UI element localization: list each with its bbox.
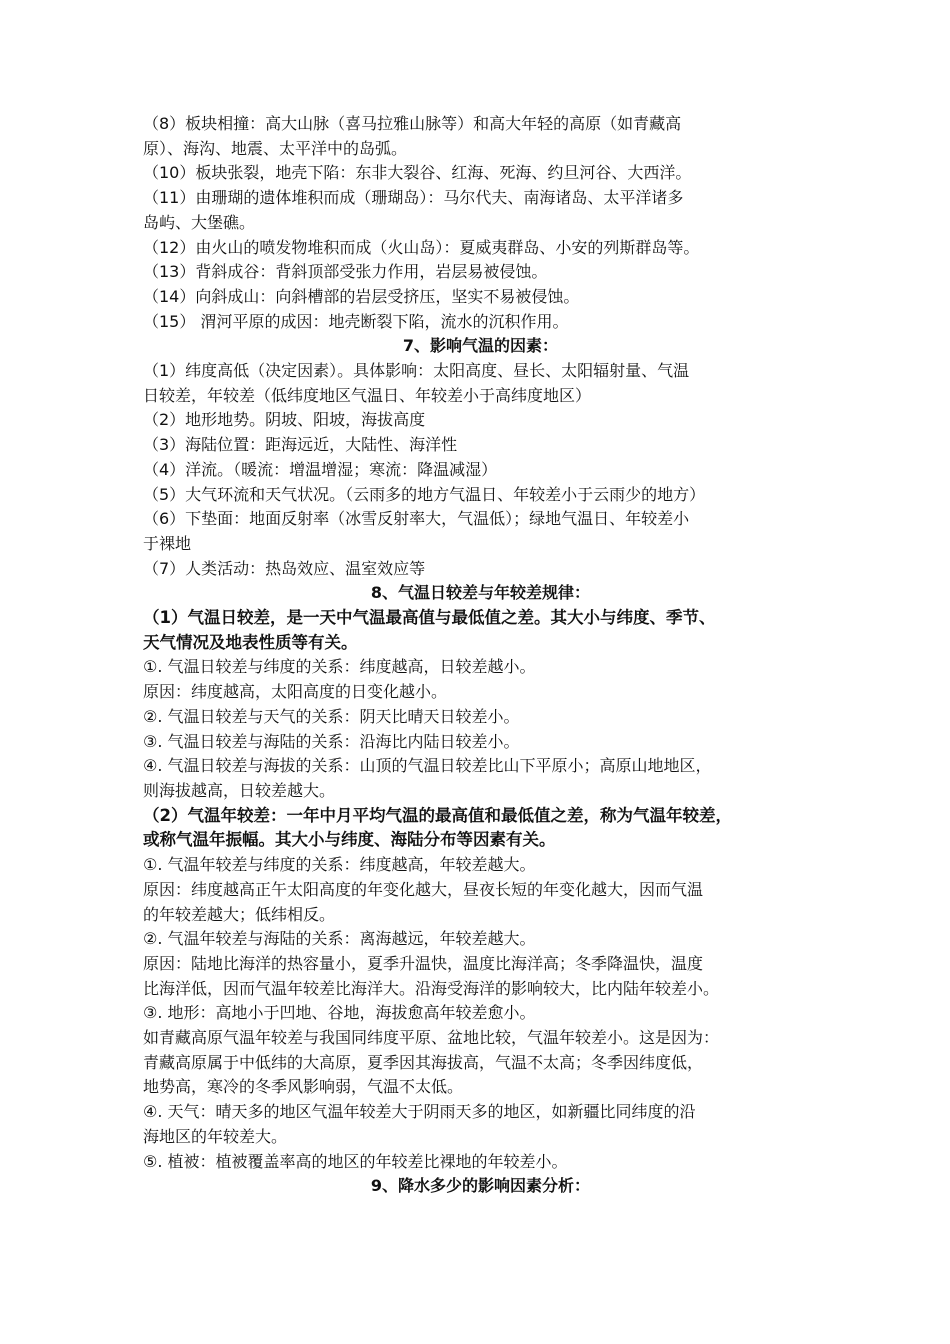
text-line: （12）由火山的喷发物堆积而成（火山岛）：夏威夷群岛、小安的列斯群岛等。 [143, 237, 700, 257]
text-line: （10）板块张裂，地壳下陷：东非大裂谷、红海、死海、约旦河谷、大西洋。 [143, 163, 692, 183]
section-heading: 8、气温日较差与年较差规律： [370, 583, 591, 603]
text-line: （2）地形地势。阴坡、阳坡，海拔高度 [143, 410, 426, 430]
text-line: ②. 气温日较差与天气的关系：阴天比晴天日较差小。 [143, 706, 520, 726]
section-heading: 9、降水多少的影响因素分析： [370, 1176, 591, 1196]
section-heading: 7、影响气温的因素： [402, 336, 559, 356]
text-line: 于裸地 [143, 533, 192, 553]
text-line: 海地区的年较差大。 [143, 1126, 288, 1146]
text-line: 地势高，寒冷的冬季风影响弱，气温不太低。 [143, 1077, 464, 1097]
text-line: 青藏高原属于中低纬的大高原，夏季因其海拔高，气温不太高；冬季因纬度低， [143, 1052, 704, 1072]
text-line: ③. 地形：高地小于凹地、谷地，海拔愈高年较差愈小。 [143, 1003, 536, 1023]
text-line: ④. 天气：晴天多的地区气温年较差大于阴雨天多的地区，如新疆比同纬度的沿 [143, 1102, 696, 1122]
text-line: （4）洋流。（暖流：增温增湿；寒流：降温减湿） [143, 459, 498, 479]
text-line: 原因：陆地比海洋的热容量小，夏季升温快，温度比海洋高；冬季降温快，温度 [143, 953, 704, 973]
text-line: （15） 渭河平原的成因：地壳断裂下陷，流水的沉积作用。 [143, 311, 569, 331]
text-line: （6）下垫面：地面反射率（冰雪反射率大，气温低）；绿地气温日、年较差小 [143, 509, 690, 529]
text-line: ③. 气温日较差与海陆的关系：沿海比内陆日较差小。 [143, 731, 520, 751]
text-line: （5）大气环流和天气状况。（云雨多的地方气温日、年较差小于云雨少的地方） [143, 484, 706, 504]
text-line: ⑤. 植被：植被覆盖率高的地区的年较差比裸地的年较差小。 [143, 1151, 568, 1171]
text-line: 则海拔越高，日较差越大。 [143, 780, 336, 800]
text-line: （8）板块相撞：高大山脉（喜马拉雅山脉等）和高大年轻的高原（如青藏高 [143, 114, 682, 133]
text-line: 日较差，年较差（低纬度地区气温日、年较差小于高纬度地区） [143, 385, 592, 405]
text-line: 原因：纬度越高正午太阳高度的年变化越大，昼夜长短的年变化越大，因而气温 [143, 879, 704, 899]
text-line: 岛屿、大堡礁。 [143, 212, 256, 232]
bold-paragraph-line: 或称气温年振幅。其大小与纬度、海陆分布等因素有关。 [143, 830, 556, 850]
text-line: ①. 气温年较差与纬度的关系：纬度越高，年较差越大。 [143, 855, 536, 875]
text-line: 比海洋低，因而气温年较差比海洋大。沿海受海洋的影响较大，比内陆年较差小。 [143, 978, 720, 998]
bold-paragraph-line: （1）气温日较差，是一天中气温最高值与最低值之差。其大小与纬度、季节、 [143, 608, 716, 628]
bold-paragraph-line: 天气情况及地表性质等有关。 [143, 632, 358, 652]
text-line: ④. 气温日较差与海拔的关系：山顶的气温日较差比山下平原小；高原山地地区， [143, 756, 712, 776]
bold-paragraph-line: （2）气温年较差：一年中月平均气温的最高值和最低值之差，称为气温年较差， [143, 805, 732, 825]
text-line: （3）海陆位置：距海远近，大陆性、海洋性 [143, 435, 458, 455]
text-line: 原）、海沟、地震、太平洋中的岛弧。 [143, 138, 408, 158]
text-line: ①. 气温日较差与纬度的关系：纬度越高，日较差越小。 [143, 657, 536, 677]
text-line: （13）背斜成谷：背斜顶部受张力作用，岩层易被侵蚀。 [143, 262, 548, 282]
text-line: 的年较差越大；低纬相反。 [143, 904, 336, 924]
text-line: （11）由珊瑚的遗体堆积而成（珊瑚岛）：马尔代夫、南海诸岛、太平洋诸多 [143, 188, 684, 208]
text-line: （7）人类活动：热岛效应、温室效应等 [143, 558, 426, 578]
document-page [143, 112, 818, 1199]
text-line: 如青藏高原气温年较差与我国同纬度平原、盆地比较，气温年较差小。这是因为： [143, 1028, 720, 1048]
text-line: （14）向斜成山：向斜槽部的岩层受挤压，坚实不易被侵蚀。 [143, 286, 580, 306]
text-line: ②. 气温年较差与海陆的关系：离海越远，年较差越大。 [143, 929, 536, 949]
text-line: （1）纬度高低（决定因素）。具体影响：太阳高度、昼长、太阳辐射量、气温 [143, 361, 690, 381]
text-line: 原因：纬度越高，太阳高度的日变化越小。 [143, 682, 448, 702]
